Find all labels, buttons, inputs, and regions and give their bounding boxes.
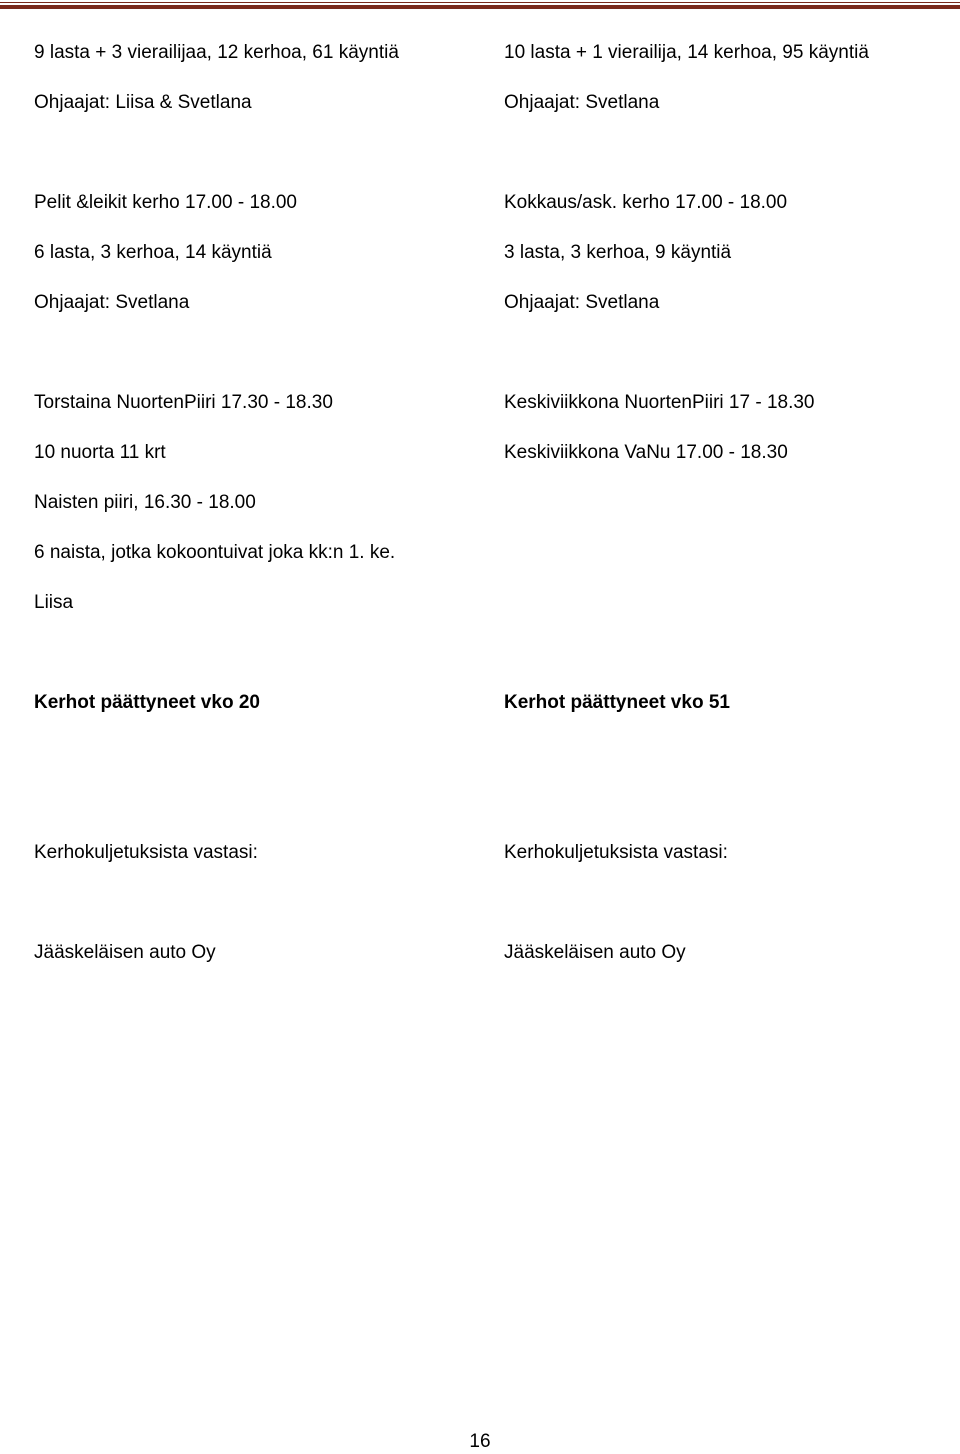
right-club-instructors: Ohjaajat: Svetlana [504, 292, 660, 313]
left-womens-circle-leader: Liisa [34, 592, 74, 613]
right-clubs-ended: Kerhot päättyneet vko 51 [504, 692, 730, 713]
right-club-stats: 3 lasta, 3 kerhoa, 9 käyntiä [504, 242, 732, 263]
left-club-stats: 6 lasta, 3 kerhoa, 14 käyntiä [34, 242, 272, 263]
left-womens-circle-title: Naisten piiri, 16.30 - 18.00 [34, 492, 256, 513]
right-transport-company: Jääskeläisen auto Oy [504, 942, 686, 963]
right-transport-label: Kerhokuljetuksista vastasi: [504, 842, 728, 863]
right-visits-summary: 10 lasta + 1 vierailija, 14 kerhoa, 95 käyntiä [504, 42, 869, 63]
header-rule-thin [0, 2, 960, 3]
left-club-instructors: Ohjaajat: Svetlana [34, 292, 190, 313]
left-transport-label: Kerhokuljetuksista vastasi: [34, 842, 258, 863]
left-transport-company: Jääskeläisen auto Oy [34, 942, 216, 963]
page-number: 16 [469, 1431, 491, 1452]
left-visits-summary: 9 lasta + 3 vierailijaa, 12 kerhoa, 61 käyntiä [34, 42, 399, 63]
left-youth-circle-title: Torstaina NuortenPiiri 17.30 - 18.30 [34, 392, 333, 413]
left-womens-circle-stats: 6 naista, jotka kokoontuivat joka kk:n 1. ke. [34, 542, 396, 563]
header-rule-thick [0, 5, 960, 9]
right-instructors: Ohjaajat: Svetlana [504, 92, 660, 113]
left-clubs-ended: Kerhot päättyneet vko 20 [34, 692, 260, 713]
left-instructors: Ohjaajat: Liisa & Svetlana [34, 92, 252, 113]
right-club-title: Kokkaus/ask. kerho 17.00 - 18.00 [504, 192, 788, 213]
right-youth-circle-title: Keskiviikkona NuortenPiiri 17 - 18.30 [504, 392, 815, 413]
left-youth-circle-stats: 10 nuorta 11 krt [34, 442, 166, 463]
right-vanu-title: Keskiviikkona VaNu 17.00 - 18.30 [504, 442, 788, 463]
left-club-title: Pelit &leikit kerho 17.00 - 18.00 [34, 192, 297, 213]
